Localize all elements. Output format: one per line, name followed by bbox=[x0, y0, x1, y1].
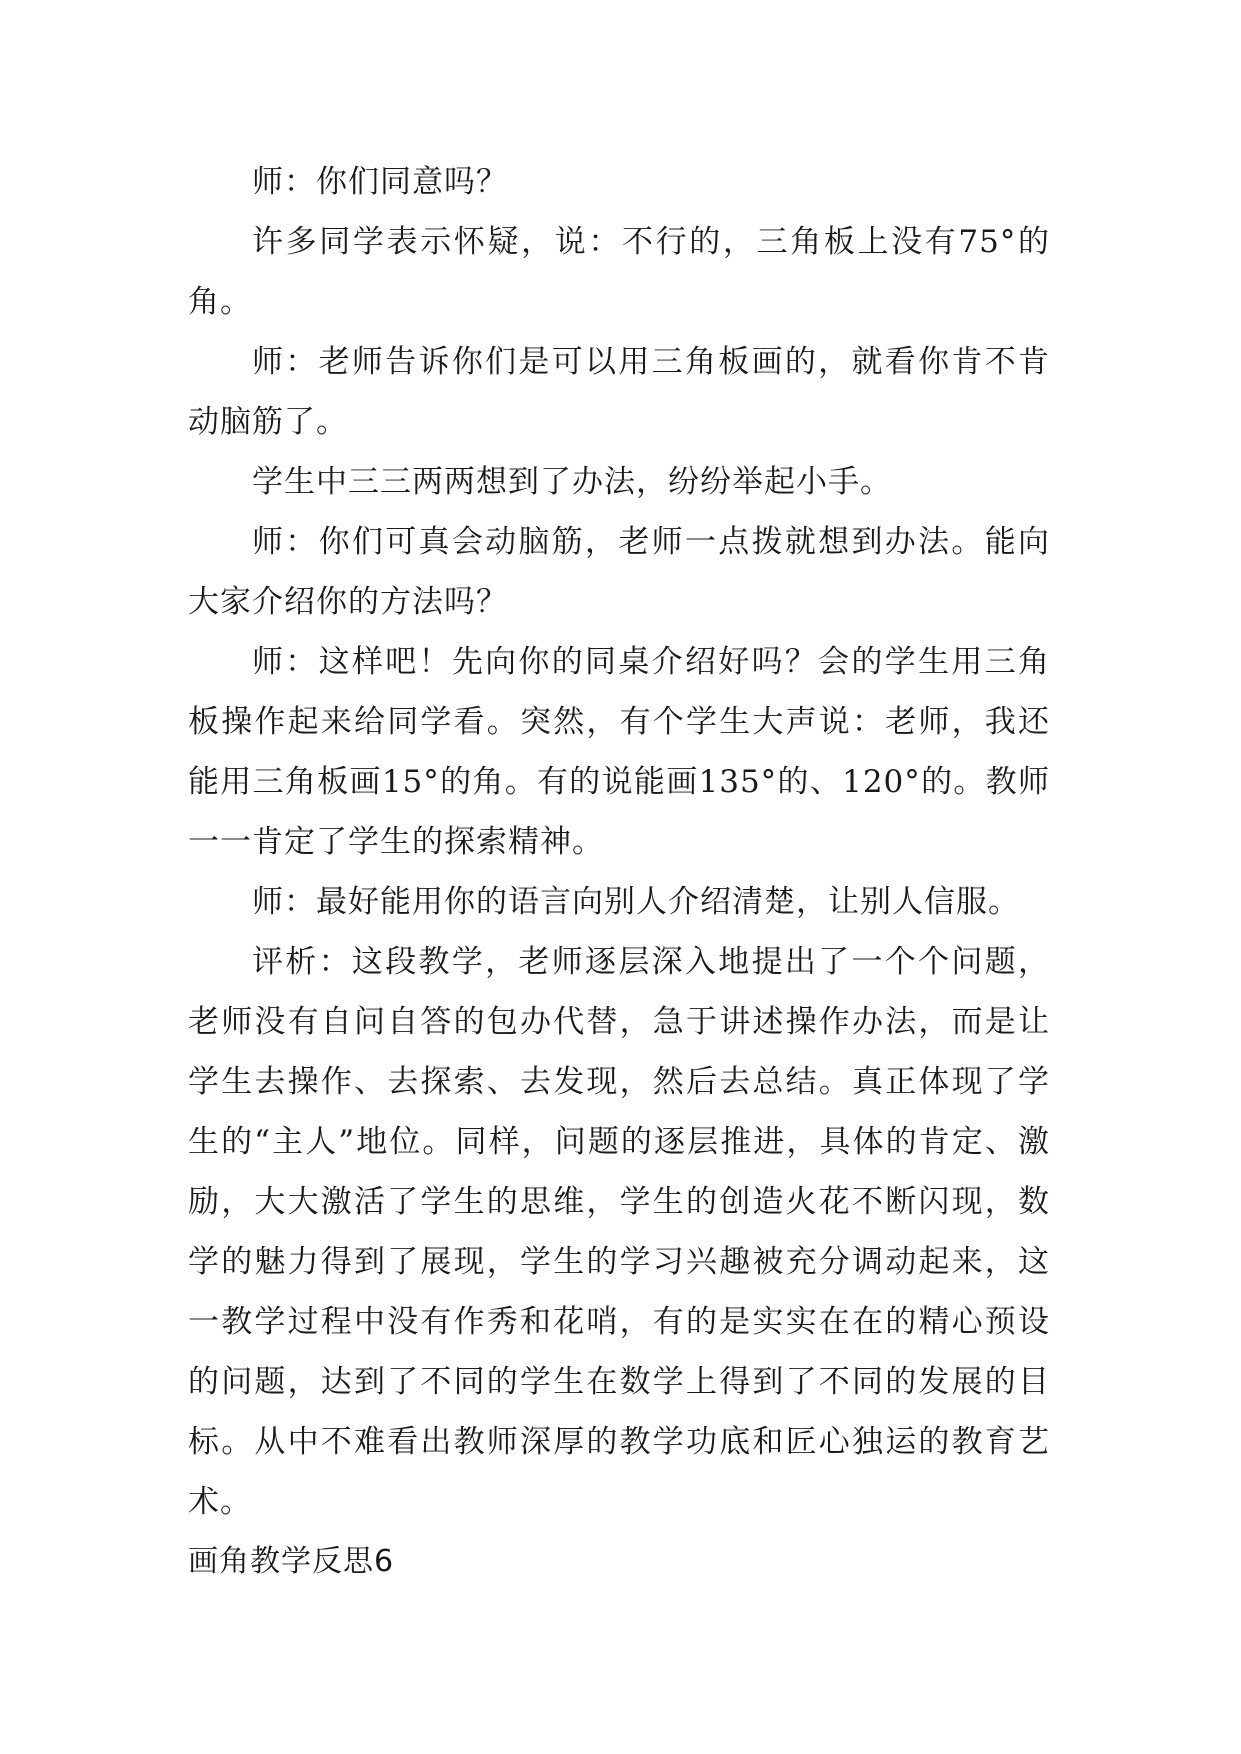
paragraph-evaluation: 评析：这段教学，老师逐层深入地提出了一个个问题，老师没有自问自答的包办代替，急于讲述操作办法，而是让学生去操作、去探索、去发现，然后去总结。真正体现了学生的“主人”地位。同样，问题的逐层推进，具体的肯定、激励，大大激活了学生的思维，学生的创造火花不断闪现，数学的魅力得到了展现，学生的学习兴趣被充分调动起来，这一教学过程中没有作秀和花哨，有的是实实在在的精心预设的问题，达到了不同的学生在数学上得到了不同的发展的目标。从中不难看出教师深厚的教学功底和匠心独运的教育艺术。 bbox=[188, 944, 1050, 1520]
paragraph-teacher-deskmate: 师：这样吧！先向你的同桌介绍好吗？会的学生用三角板操作起来给同学看。突然，有个学生大声说：老师，我还能用三角板画15°的角。有的说能画135°的、120°的。教师一一肯定了学生的探索精神。 bbox=[188, 644, 1050, 860]
section-heading: 画角教学反思6 bbox=[188, 1544, 395, 1579]
paragraph-teacher-think: 师：老师告诉你们是可以用三角板画的，就看你肯不肯动脑筋了。 bbox=[188, 344, 1050, 440]
paragraph-students-raise-hands: 学生中三三两两想到了办法，纷纷举起小手。 bbox=[252, 464, 892, 500]
paragraph-teacher-convince: 师：最好能用你的语言向别人介绍清楚，让别人信服。 bbox=[252, 884, 1020, 920]
document-body bbox=[188, 152, 1050, 1592]
paragraph-teacher-praise: 师：你们可真会动脑筋，老师一点拨就想到办法。能向大家介绍你的方法吗？ bbox=[188, 524, 1050, 620]
paragraph-teacher-ask-agree: 师：你们同意吗？ bbox=[252, 164, 508, 200]
paragraph-students-doubt: 许多同学表示怀疑，说：不行的，三角板上没有75°的角。 bbox=[188, 224, 1050, 320]
